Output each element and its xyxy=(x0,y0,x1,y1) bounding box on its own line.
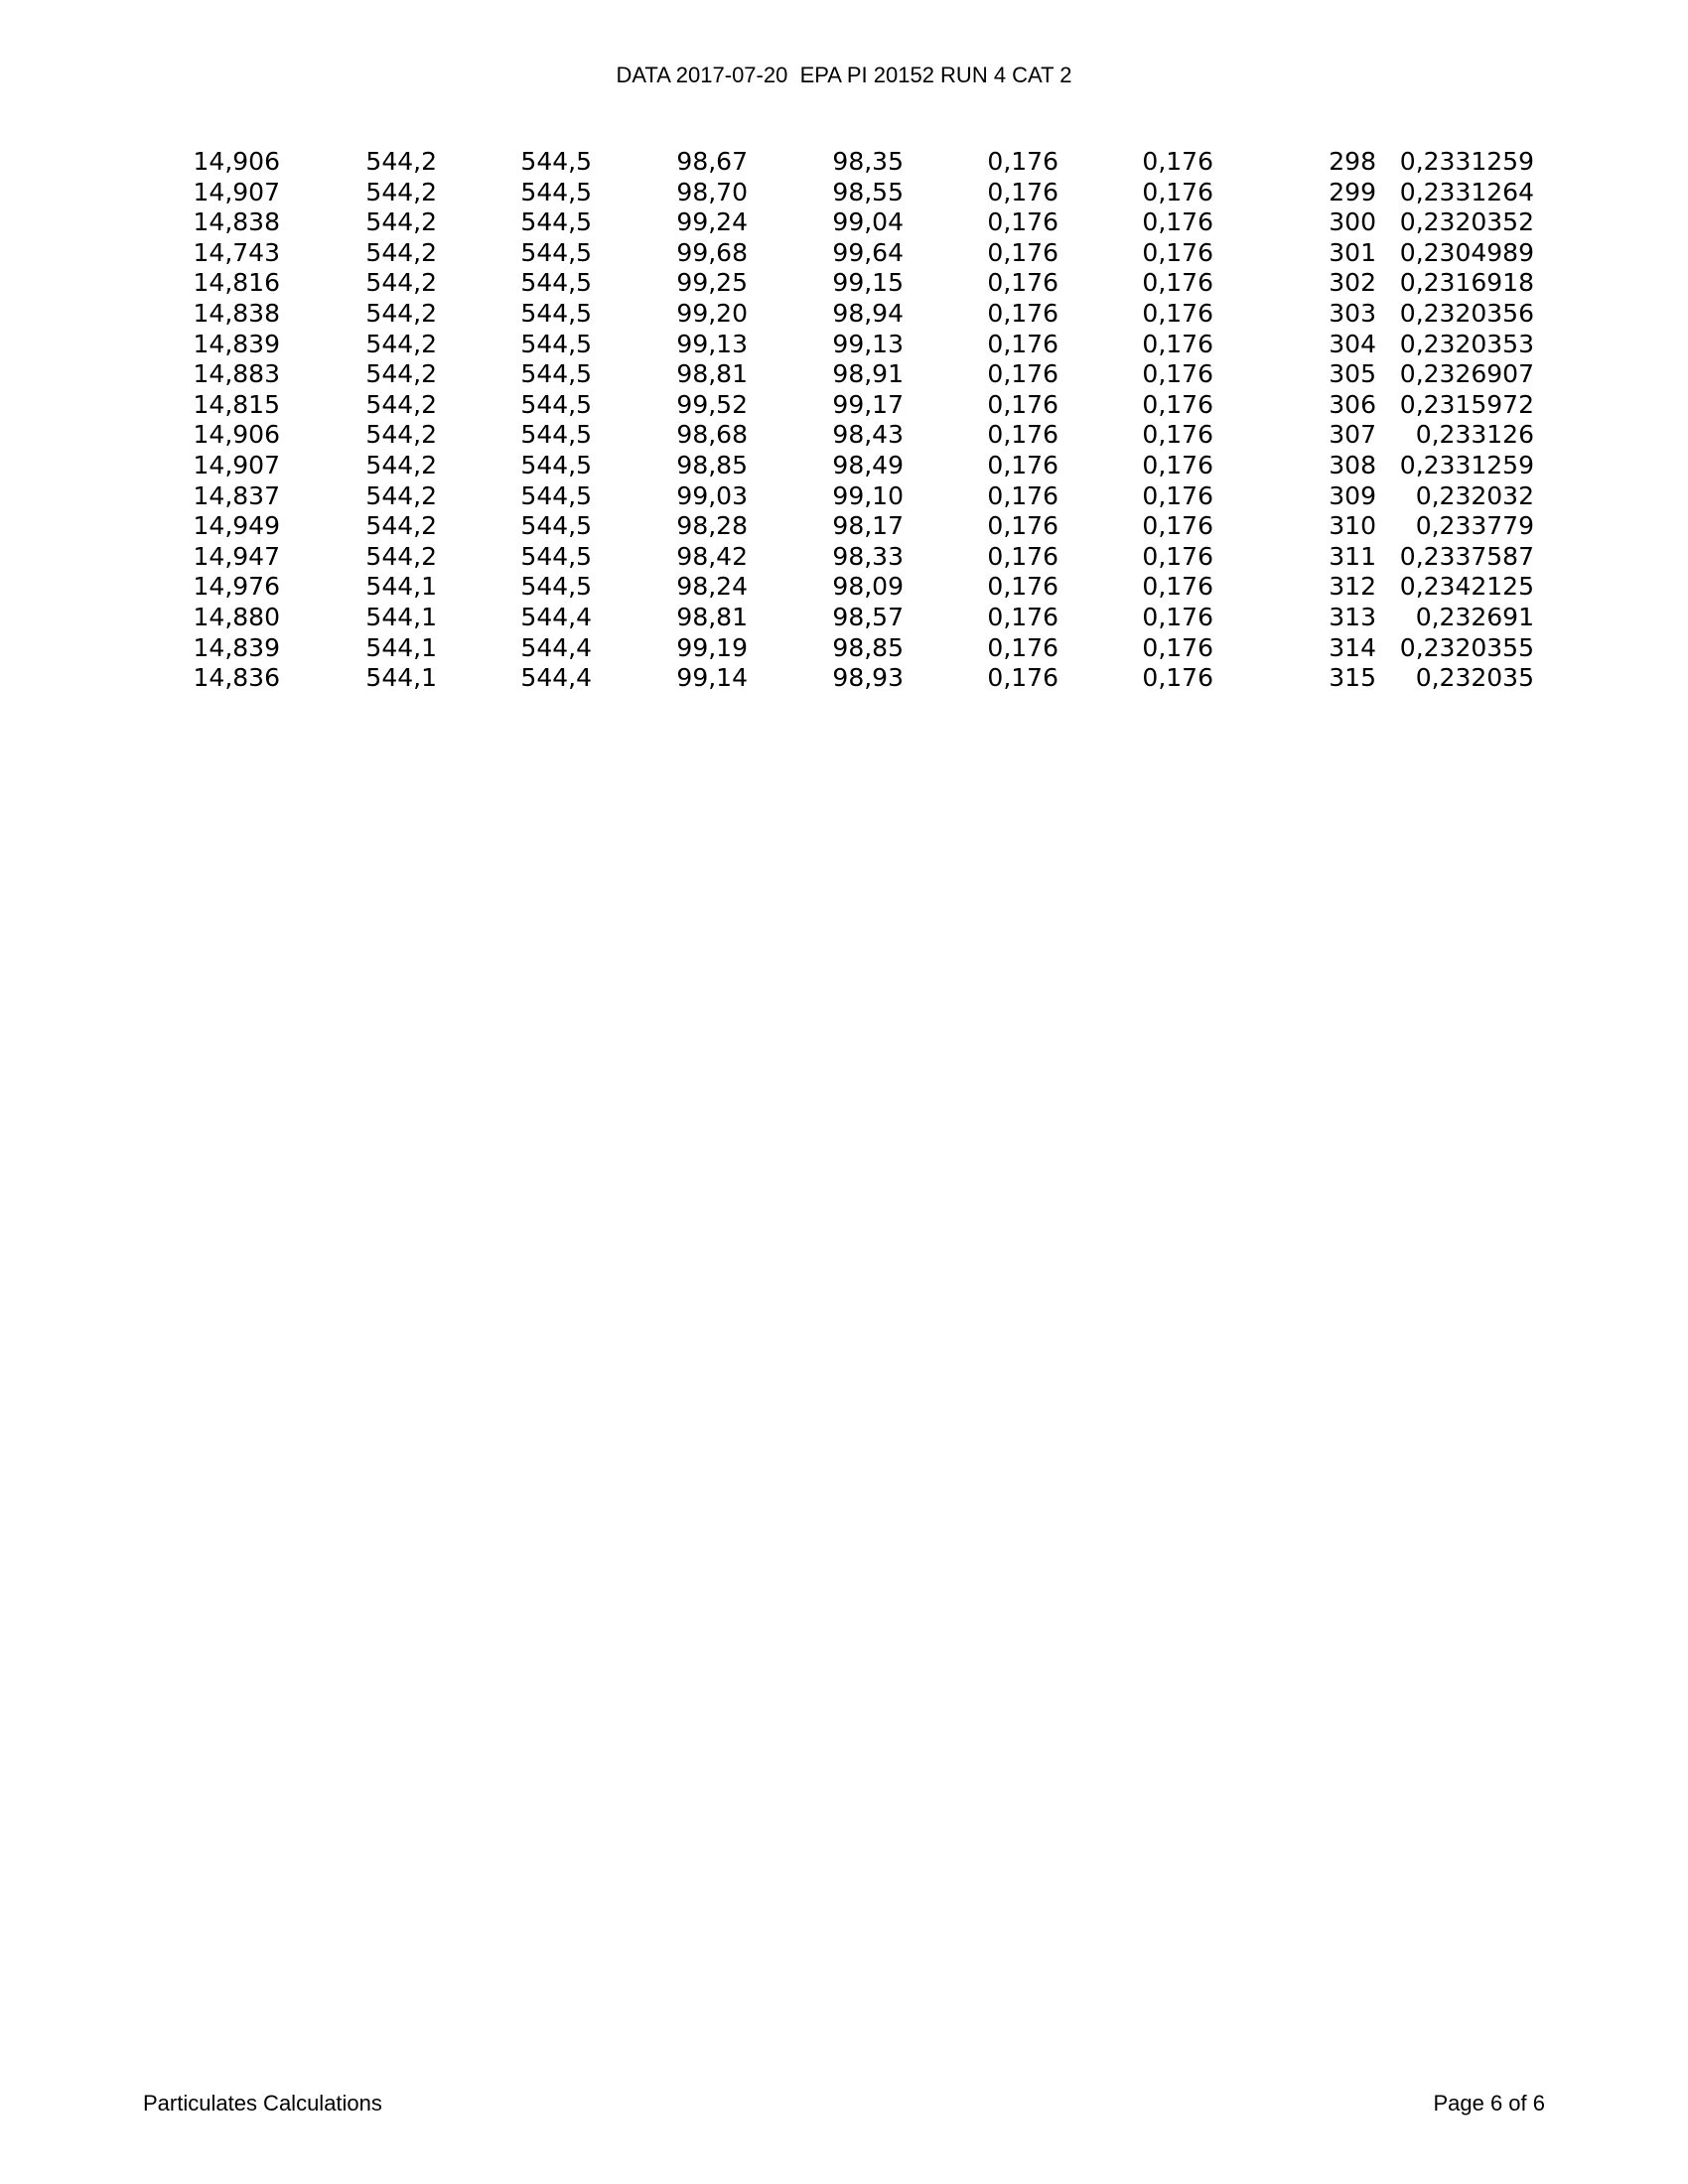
table-cell: 99,52 xyxy=(676,389,748,419)
table-cell: 544,1 xyxy=(365,663,437,693)
table-cell: 98,85 xyxy=(832,632,904,662)
table-cell: 0,176 xyxy=(1142,632,1213,662)
table-cell: 98,43 xyxy=(832,420,904,450)
table-cell: 0,176 xyxy=(987,480,1058,510)
table-cell: 0,176 xyxy=(987,268,1058,298)
table-cell: 308 xyxy=(1329,450,1376,479)
table-cell: 312 xyxy=(1329,572,1376,602)
table-cell: 98,81 xyxy=(676,602,748,631)
table-cell: 98,09 xyxy=(832,572,904,602)
table-cell: 544,2 xyxy=(365,237,437,267)
table-cell: 0,176 xyxy=(1142,147,1213,176)
table-row xyxy=(0,603,1688,633)
table-cell: 99,13 xyxy=(832,329,904,358)
table-cell: 305 xyxy=(1329,359,1376,389)
table-cell: 14,883 xyxy=(193,359,280,389)
table-cell: 304 xyxy=(1329,329,1376,358)
table-cell: 0,176 xyxy=(987,511,1058,541)
table-cell: 0,2331264 xyxy=(1399,177,1534,206)
table-cell: 98,42 xyxy=(676,541,748,571)
table-cell: 98,91 xyxy=(832,359,904,389)
footer-page-number: Page 6 of 6 xyxy=(1433,2091,1545,2116)
table-cell: 0,232035 xyxy=(1415,663,1534,693)
table-cell: 0,232691 xyxy=(1415,602,1534,631)
table-cell: 544,5 xyxy=(520,480,592,510)
table-cell: 99,04 xyxy=(832,207,904,237)
table-cell: 0,176 xyxy=(1142,359,1213,389)
table-cell: 0,233779 xyxy=(1415,511,1534,541)
table-cell: 0,2320355 xyxy=(1399,632,1534,662)
table-cell: 0,176 xyxy=(1142,237,1213,267)
table-cell: 544,5 xyxy=(520,207,592,237)
table-cell: 544,4 xyxy=(520,663,592,693)
table-cell: 0,176 xyxy=(1142,572,1213,602)
table-cell: 0,176 xyxy=(987,541,1058,571)
table-cell: 0,2304989 xyxy=(1399,237,1534,267)
table-cell: 0,176 xyxy=(1142,268,1213,298)
table-row xyxy=(0,390,1688,421)
table-cell: 14,949 xyxy=(193,511,280,541)
table-cell: 544,2 xyxy=(365,541,437,571)
table-cell: 14,907 xyxy=(193,177,280,206)
table-cell: 98,24 xyxy=(676,572,748,602)
table-cell: 0,2320353 xyxy=(1399,329,1534,358)
table-cell: 0,176 xyxy=(1142,389,1213,419)
table-cell: 14,838 xyxy=(193,207,280,237)
table-cell: 299 xyxy=(1329,177,1376,206)
table-cell: 98,67 xyxy=(676,147,748,176)
table-cell: 14,839 xyxy=(193,329,280,358)
table-cell: 544,2 xyxy=(365,480,437,510)
table-cell: 300 xyxy=(1329,207,1376,237)
table-cell: 99,10 xyxy=(832,480,904,510)
table-cell: 14,838 xyxy=(193,298,280,328)
table-row xyxy=(0,633,1688,664)
table-cell: 313 xyxy=(1329,602,1376,631)
table-row xyxy=(0,481,1688,512)
table-cell: 98,57 xyxy=(832,602,904,631)
table-cell: 0,176 xyxy=(1142,207,1213,237)
table-cell: 0,2337587 xyxy=(1399,541,1534,571)
table-cell: 0,176 xyxy=(1142,541,1213,571)
table-cell: 98,93 xyxy=(832,663,904,693)
table-cell: 99,13 xyxy=(676,329,748,358)
table-cell: 14,743 xyxy=(193,237,280,267)
table-cell: 0,176 xyxy=(987,329,1058,358)
table-cell: 98,28 xyxy=(676,511,748,541)
table-cell: 544,2 xyxy=(365,207,437,237)
table-cell: 0,2320356 xyxy=(1399,298,1534,328)
table-cell: 98,49 xyxy=(832,450,904,479)
table-cell: 0,176 xyxy=(1142,663,1213,693)
table-cell: 0,176 xyxy=(1142,329,1213,358)
table-cell: 0,176 xyxy=(987,237,1058,267)
table-cell: 98,17 xyxy=(832,511,904,541)
table-cell: 544,5 xyxy=(520,389,592,419)
table-row xyxy=(0,451,1688,481)
table-cell: 0,176 xyxy=(987,147,1058,176)
table-cell: 544,2 xyxy=(365,268,437,298)
table-cell: 14,907 xyxy=(193,450,280,479)
table-cell: 314 xyxy=(1329,632,1376,662)
table-cell: 98,81 xyxy=(676,359,748,389)
table-cell: 14,816 xyxy=(193,268,280,298)
table-cell: 99,20 xyxy=(676,298,748,328)
table-cell: 544,1 xyxy=(365,572,437,602)
table-cell: 0,2315972 xyxy=(1399,389,1534,419)
table-cell: 0,2331259 xyxy=(1399,450,1534,479)
table-cell: 544,2 xyxy=(365,298,437,328)
table-cell: 0,176 xyxy=(1142,177,1213,206)
table-cell: 99,14 xyxy=(676,663,748,693)
table-cell: 0,176 xyxy=(987,602,1058,631)
table-cell: 544,5 xyxy=(520,298,592,328)
table-cell: 310 xyxy=(1329,511,1376,541)
table-cell: 14,839 xyxy=(193,632,280,662)
table-cell: 14,906 xyxy=(193,420,280,450)
table-row xyxy=(0,511,1688,542)
table-cell: 99,68 xyxy=(676,237,748,267)
table-row xyxy=(0,147,1688,178)
table-cell: 315 xyxy=(1329,663,1376,693)
table-row xyxy=(0,330,1688,360)
table-cell: 98,55 xyxy=(832,177,904,206)
table-cell: 0,176 xyxy=(1142,298,1213,328)
table-cell: 14,837 xyxy=(193,480,280,510)
table-cell: 98,33 xyxy=(832,541,904,571)
table-cell: 14,836 xyxy=(193,663,280,693)
table-cell: 98,35 xyxy=(832,147,904,176)
table-row xyxy=(0,268,1688,299)
table-row xyxy=(0,359,1688,390)
table-cell: 99,25 xyxy=(676,268,748,298)
table-cell: 544,5 xyxy=(520,572,592,602)
table-cell: 0,176 xyxy=(987,177,1058,206)
table-cell: 0,176 xyxy=(987,389,1058,419)
table-cell: 544,5 xyxy=(520,268,592,298)
table-cell: 307 xyxy=(1329,420,1376,450)
table-cell: 311 xyxy=(1329,541,1376,571)
table-cell: 302 xyxy=(1329,268,1376,298)
table-cell: 98,85 xyxy=(676,450,748,479)
table-row xyxy=(0,420,1688,451)
table-cell: 14,906 xyxy=(193,147,280,176)
table-cell: 544,4 xyxy=(520,632,592,662)
table-cell: 544,2 xyxy=(365,450,437,479)
footer-document-name: Particulates Calculations xyxy=(143,2091,382,2116)
table-row xyxy=(0,542,1688,573)
table-cell: 544,5 xyxy=(520,147,592,176)
table-cell: 309 xyxy=(1329,480,1376,510)
table-cell: 0,176 xyxy=(987,450,1058,479)
table-row xyxy=(0,238,1688,269)
table-cell: 544,2 xyxy=(365,359,437,389)
table-cell: 544,4 xyxy=(520,602,592,631)
table-cell: 0,176 xyxy=(987,632,1058,662)
table-cell: 99,15 xyxy=(832,268,904,298)
table-cell: 99,17 xyxy=(832,389,904,419)
table-cell: 0,176 xyxy=(987,298,1058,328)
table-cell: 0,176 xyxy=(987,359,1058,389)
table-cell: 0,176 xyxy=(987,207,1058,237)
table-cell: 99,64 xyxy=(832,237,904,267)
table-cell: 544,2 xyxy=(365,147,437,176)
table-cell: 0,2320352 xyxy=(1399,207,1534,237)
table-cell: 14,880 xyxy=(193,602,280,631)
table-cell: 0,176 xyxy=(1142,450,1213,479)
table-row xyxy=(0,572,1688,603)
table-cell: 544,2 xyxy=(365,329,437,358)
table-cell: 99,19 xyxy=(676,632,748,662)
table-row xyxy=(0,299,1688,330)
table-row xyxy=(0,178,1688,208)
table-cell: 0,2342125 xyxy=(1399,572,1534,602)
table-cell: 0,232032 xyxy=(1415,480,1534,510)
table-cell: 544,5 xyxy=(520,420,592,450)
data-table xyxy=(0,147,1688,694)
table-row xyxy=(0,207,1688,238)
table-row xyxy=(0,663,1688,694)
table-cell: 544,5 xyxy=(520,511,592,541)
table-cell: 14,976 xyxy=(193,572,280,602)
table-cell: 544,5 xyxy=(520,329,592,358)
table-cell: 0,233126 xyxy=(1415,420,1534,450)
table-cell: 0,176 xyxy=(987,663,1058,693)
table-cell: 0,176 xyxy=(1142,420,1213,450)
table-cell: 544,5 xyxy=(520,237,592,267)
table-cell: 0,176 xyxy=(1142,511,1213,541)
table-cell: 544,2 xyxy=(365,177,437,206)
table-cell: 98,68 xyxy=(676,420,748,450)
table-cell: 544,2 xyxy=(365,389,437,419)
table-cell: 544,1 xyxy=(365,632,437,662)
table-cell: 0,176 xyxy=(987,572,1058,602)
table-cell: 14,947 xyxy=(193,541,280,571)
table-cell: 544,5 xyxy=(520,177,592,206)
table-cell: 544,2 xyxy=(365,511,437,541)
table-cell: 544,5 xyxy=(520,541,592,571)
table-cell: 0,2331259 xyxy=(1399,147,1534,176)
table-cell: 0,2316918 xyxy=(1399,268,1534,298)
table-cell: 298 xyxy=(1329,147,1376,176)
page-title: DATA 2017-07-20 EPA PI 20152 RUN 4 CAT 2 xyxy=(616,63,1072,87)
table-cell: 0,176 xyxy=(1142,480,1213,510)
table-cell: 301 xyxy=(1329,237,1376,267)
table-cell: 99,24 xyxy=(676,207,748,237)
table-cell: 0,176 xyxy=(987,420,1058,450)
table-cell: 544,2 xyxy=(365,420,437,450)
table-cell: 544,5 xyxy=(520,450,592,479)
table-cell: 98,94 xyxy=(832,298,904,328)
table-cell: 544,1 xyxy=(365,602,437,631)
table-cell: 306 xyxy=(1329,389,1376,419)
table-cell: 0,176 xyxy=(1142,602,1213,631)
table-cell: 0,2326907 xyxy=(1399,359,1534,389)
table-cell: 544,5 xyxy=(520,359,592,389)
table-cell: 303 xyxy=(1329,298,1376,328)
table-cell: 99,03 xyxy=(676,480,748,510)
table-cell: 14,815 xyxy=(193,389,280,419)
table-cell: 98,70 xyxy=(676,177,748,206)
